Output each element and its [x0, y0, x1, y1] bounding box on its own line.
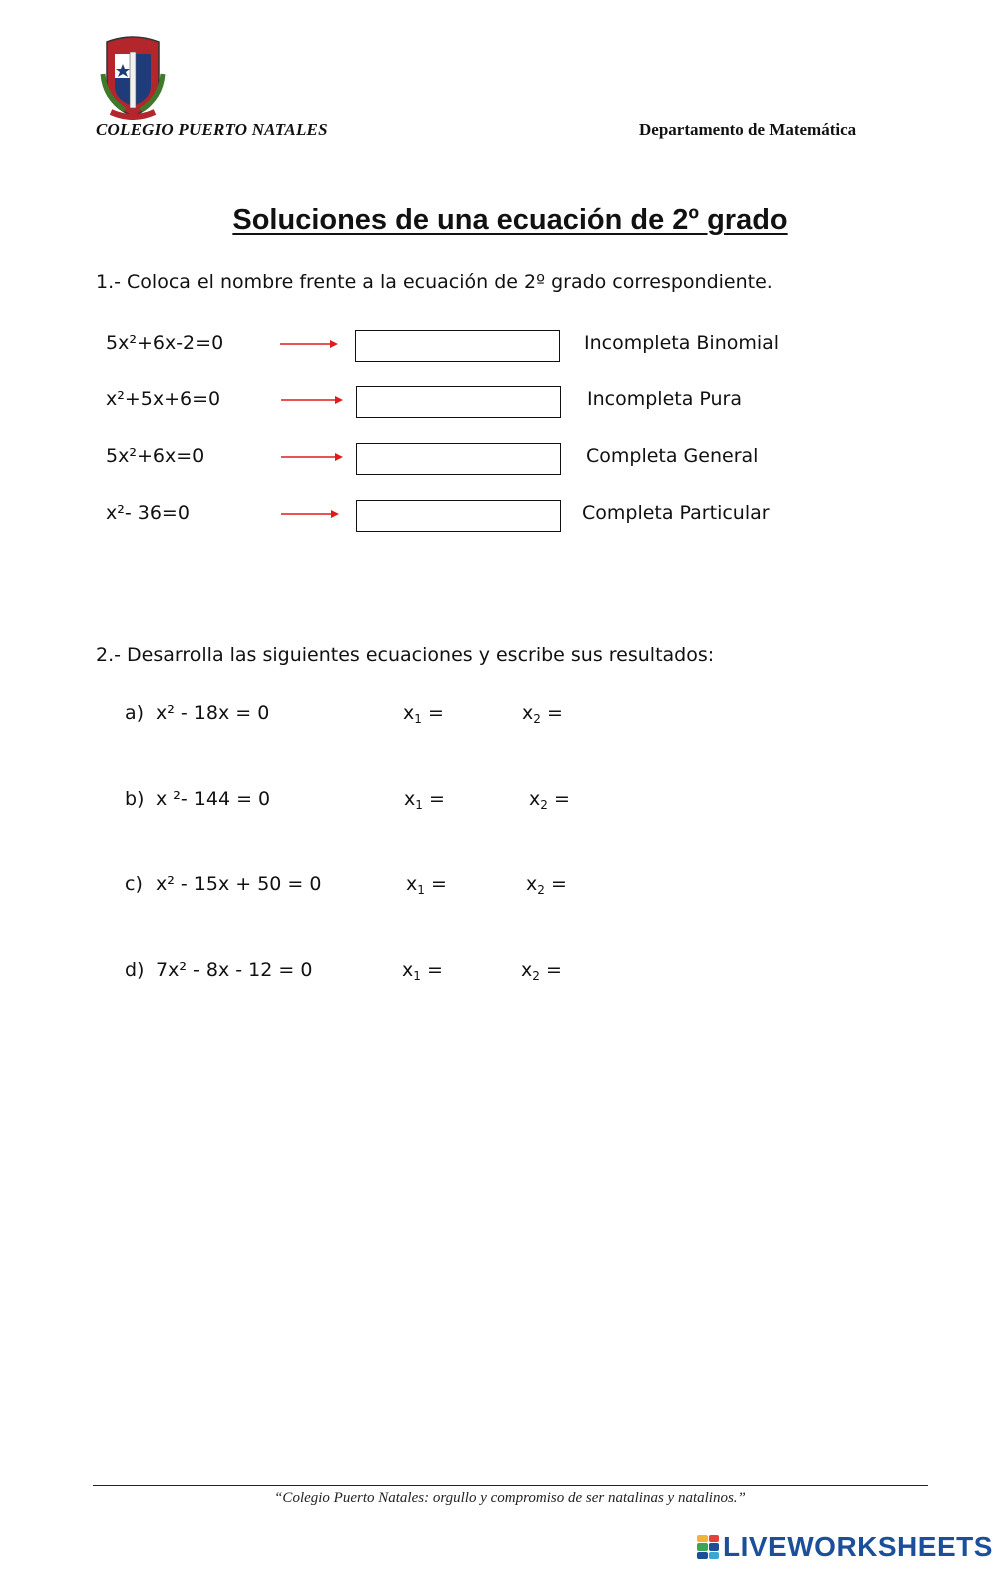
row-equation: x²+5x+6=0 [106, 388, 221, 410]
footer-motto: “Colegio Puerto Natales: orgullo y compromiso de ser natalinas y natalinos.” [274, 1490, 746, 1506]
x2-answer[interactable]: $x_2$ = [529, 788, 570, 812]
exercise-letter: c) [125, 873, 143, 895]
exercise-row [0, 959, 1000, 993]
department-name: Departamento de Matemática [639, 120, 857, 139]
exercise-row [0, 873, 1000, 907]
row-category: Incompleta Binomial [584, 332, 780, 354]
x1-answer[interactable]: $x_1$ = [404, 788, 445, 812]
red-arrow-icon [280, 336, 344, 352]
exercise-row [0, 788, 1000, 822]
school-logo [97, 34, 169, 120]
x2-answer[interactable]: $x_2$ = [522, 702, 563, 726]
answer-box-4[interactable] [356, 500, 561, 532]
row-equation: 5x²+6x=0 [106, 445, 205, 467]
school-name: COLEGIO PUERTO NATALES [96, 120, 328, 139]
answer-box-2[interactable] [356, 386, 561, 418]
exercise-equation: x ²- 144 = 0 [156, 788, 271, 810]
exercise-letter: d) [125, 959, 145, 981]
answer-box-1[interactable] [355, 330, 560, 362]
red-arrow-icon [281, 392, 345, 408]
x1-answer[interactable]: $x_1$ = [403, 702, 444, 726]
row-category: Incompleta Pura [587, 388, 743, 410]
school-crest-icon [97, 34, 169, 120]
answer-box-3[interactable] [356, 443, 561, 475]
x2-answer[interactable]: $x_2$ = [526, 873, 567, 897]
match-row [0, 443, 1000, 483]
row-category: Completa General [586, 445, 759, 467]
red-arrow-icon [281, 449, 345, 465]
section1-instruction: 1.- Coloca el nombre frente a la ecuación de 2º grado correspondiente. [96, 271, 773, 293]
match-row [0, 330, 1000, 370]
exercise-equation: 7x² - 8x - 12 = 0 [156, 959, 313, 981]
worksheet-title: Soluciones de una ecuación de 2º grado [232, 204, 788, 236]
red-arrow-icon [281, 506, 345, 522]
row-equation: 5x²+6x-2=0 [106, 332, 224, 354]
x1-answer[interactable]: $x_1$ = [402, 959, 443, 983]
x1-answer[interactable]: $x_1$ = [406, 873, 447, 897]
liveworksheets-wordmark: LIVEWORKSHEETS [723, 1531, 993, 1562]
exercise-equation: x² - 18x = 0 [156, 702, 270, 724]
liveworksheets-brand[interactable] [697, 1532, 993, 1562]
row-equation: x²- 36=0 [106, 502, 190, 524]
exercise-row [0, 702, 1000, 736]
match-row [0, 386, 1000, 426]
footer-divider [93, 1485, 928, 1486]
liveworksheets-logo-icon [697, 1535, 719, 1559]
exercise-letter: b) [125, 788, 145, 810]
match-row [0, 500, 1000, 540]
section2-instruction: 2.- Desarrolla las siguientes ecuaciones y escribe sus resultados: [96, 644, 715, 666]
row-category: Completa Particular [582, 502, 770, 524]
exercise-equation: x² - 15x + 50 = 0 [156, 873, 322, 895]
x2-answer[interactable]: $x_2$ = [521, 959, 562, 983]
exercise-letter: a) [125, 702, 145, 724]
